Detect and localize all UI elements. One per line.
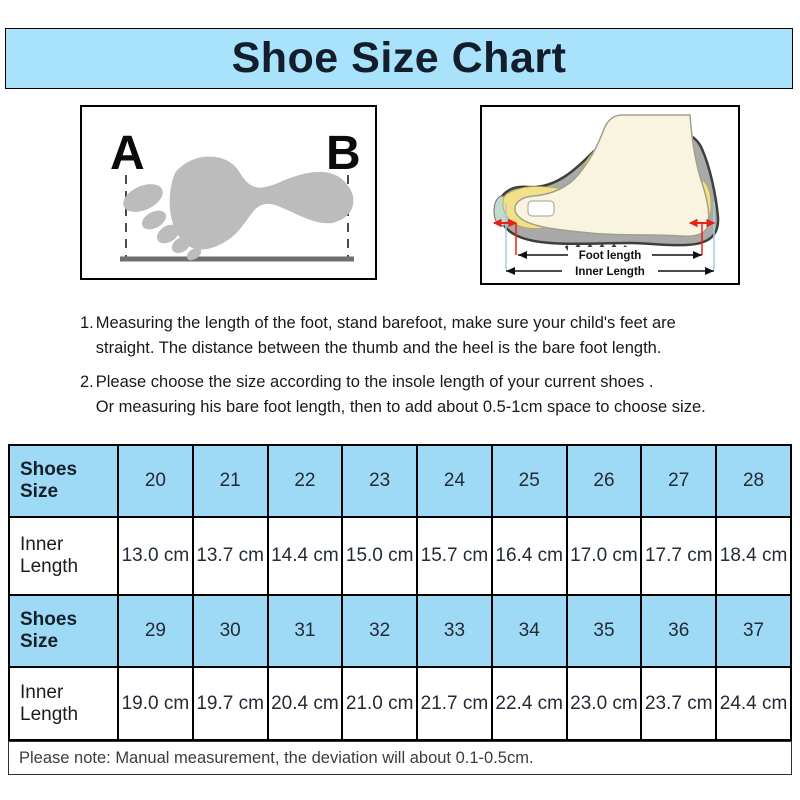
table-cell: 21.0 cm [342,667,417,740]
point-a-label: A [110,127,145,180]
table-cell: 13.7 cm [193,517,268,595]
table-cell: 14.4 cm [268,517,343,595]
note-text: Please note: Manual measurement, the deviation will about 0.1-0.5cm. [19,748,534,767]
table-cell: 20.4 cm [268,667,343,740]
instruction-1-line-2: straight. The distance between the thumb and the heel is the bare foot length. [95,339,662,357]
foot-measure-diagram [80,105,377,280]
table-cell: 21.7 cm [417,667,492,740]
table-cell: 33 [417,595,492,667]
table-cell: 15.0 cm [342,517,417,595]
table-row [9,595,791,667]
page-title: Shoe Size Chart [231,34,567,82]
table-cell: 17.7 cm [641,517,716,595]
shoe-illustration [482,107,738,283]
instruction-2 [80,370,706,420]
instruction-1-text [96,311,676,361]
row-header: Shoes Size [9,445,118,517]
row-header: Inner Length [9,517,118,595]
table-cell: 24 [417,445,492,517]
instruction-2-line-1: Please choose the size according to the insole length of your current shoes . [95,373,654,391]
table-cell: 22 [268,445,343,517]
table-cell: 31 [268,595,343,667]
table-cell: 36 [641,595,716,667]
table-row [9,517,791,595]
foot-length-arrow [518,247,702,262]
table-cell: 25 [492,445,567,517]
table-cell: 24.4 cm [716,667,791,740]
table-row [9,667,791,740]
table-cell: 30 [193,595,268,667]
table-cell: 19.0 cm [118,667,193,740]
table-cell: 29 [118,595,193,667]
foot-inside-shoe [515,115,709,236]
table-cell: 32 [342,595,417,667]
instruction-2-line-2: Or measuring his bare foot length, then to add about 0.5-1cm space to choose size. [95,398,706,416]
table-cell: 15.7 cm [417,517,492,595]
table-cell: 22.4 cm [492,667,567,740]
foot-length-label: Foot length [578,250,642,262]
table-cell: 23.7 cm [641,667,716,740]
table-cell: 18.4 cm [716,517,791,595]
table-cell: 20 [118,445,193,517]
instruction-2-text [96,370,706,420]
instruction-1 [80,311,676,361]
table-cell: 34 [492,595,567,667]
row-header: Shoes Size [9,595,118,667]
instruction-1-line-1: Measuring the length of the foot, stand barefoot, make sure your child's feet are [95,314,676,332]
size-table [8,444,792,741]
row-header: Inner Length [9,667,118,740]
footprint-icon [119,157,354,263]
footprint-illustration [82,107,375,278]
size-table-body [9,445,791,740]
shoe-length-diagram [480,105,740,285]
table-cell: 27 [641,445,716,517]
toe-notch [528,201,554,216]
inner-length-label: Inner Length [575,266,645,278]
table-cell: 35 [567,595,642,667]
table-cell: 17.0 cm [567,517,642,595]
table-row [9,445,791,517]
note-box [8,741,792,775]
table-cell: 23 [342,445,417,517]
table-cell: 23.0 cm [567,667,642,740]
table-cell: 37 [716,595,791,667]
instruction-1-number: 1. [80,314,94,332]
page-title-band [5,28,793,89]
instruction-2-number: 2. [80,373,94,391]
table-cell: 26 [567,445,642,517]
inner-length-arrow [506,263,714,278]
table-cell: 28 [716,445,791,517]
point-b-label: B [326,127,361,180]
table-cell: 21 [193,445,268,517]
table-cell: 16.4 cm [492,517,567,595]
table-cell: 19.7 cm [193,667,268,740]
table-cell: 13.0 cm [118,517,193,595]
